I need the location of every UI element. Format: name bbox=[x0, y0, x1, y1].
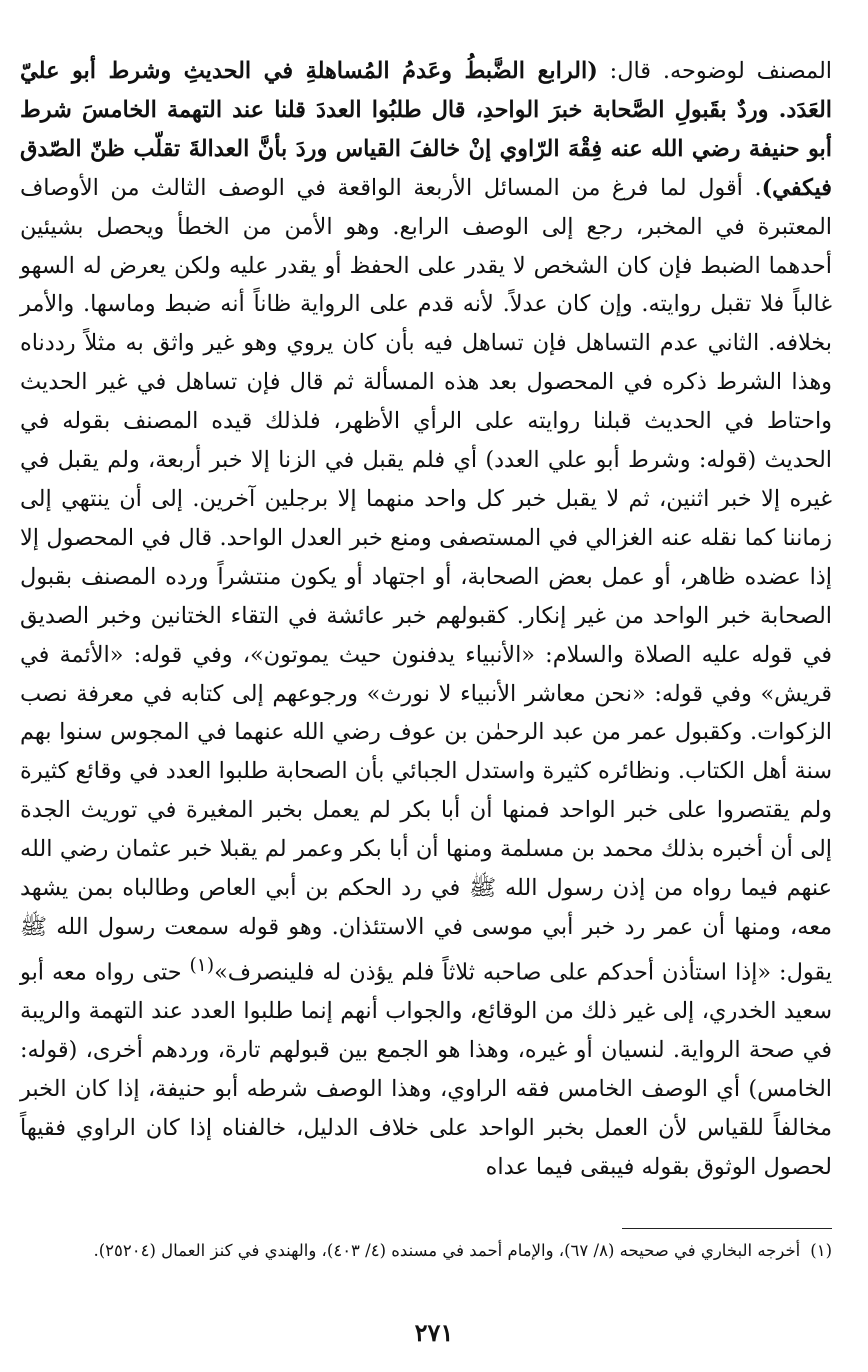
footnote-text: أخرجه البخاري في صحيحه (٨/ ٦٧)، والإمام أحمد في مسنده (٤/ ٤٠٣)، والهندي في كنز العمال (٢٥٢٠٤). bbox=[93, 1241, 801, 1260]
footnote-number: (١) bbox=[810, 1241, 832, 1260]
footnote-marker[interactable]: (١) bbox=[189, 954, 215, 976]
bold-quoted-rule: (الرابع الضَّبطُ وعَدمُ المُساهلةِ في الحديثِ وشرط أبو عليّ العَدَد. وردٌ بقَبولِ الصَّحابة خبرَ الواحدِ، قال طلبُوا العددَ قلنا عند التهمة الخامسَ شرط أبو حنيفة رضي الله عنه فِقْهَ الرّاوي إنْ خالفَ القياس وردَ بأنَّ العدالةَ تقلّب ظنّ الصّدق فيكفي) bbox=[20, 58, 832, 201]
intro-text: المصنف لوضوحه. قال: bbox=[597, 58, 832, 84]
page-number: ٢٧١ bbox=[414, 1318, 454, 1347]
footnote-divider bbox=[622, 1228, 832, 1229]
page-body bbox=[20, 52, 832, 1187]
footnote bbox=[20, 1236, 832, 1265]
commentary-continuation: حتى رواه معه أبو سعيد الخدري، إلى غير ذلك من الوقائع، والجواب أنهم إنما طلبوا العدد عند التهمة والريبة في صحة الرواية. لنسيان أو غيره، وهذا هو الجمع بين قبولهم تارة، وردهم أخرى، (قوله: الخامس) أي الوصف الخامس فقه الراوي، وهذا الوصف شرطه أبو حنيفة، إذا كان الخبر مخالفاً للقياس لأن العمل بخبر الواحد على خلاف الدليل، خالفناه إذا كان الراوي فقيهاً لحصول الوثوق بقوله فيبقى فيما عداه bbox=[20, 959, 832, 1180]
main-paragraph bbox=[20, 52, 832, 1187]
commentary-text: . أقول لما فرغ من المسائل الأربعة الواقعة في الوصف الثالث من الأوصاف المعتبرة في المخبر، رجع إلى الوصف الرابع. وهو الأمن من الخطأ ويحصل بشيئين أحدهما الضبط فإن كان الشخص لا يقدر على الحفظ أو يقدر عليه ولكن يعرض له السهو غالباً فلا تقبل روايته. وإن كان عدلاً. لأنه قدم على الرواية ظاناً أنه ضبط وماسها. والأمر بخلافه. الثاني عدم التساهل فإن تساهل فيه بأن كان يروي وهو غير واثق به مثلاً رددناه وهذا الشرط ذكره في المحصول بعد هذه المسألة ثم قال فإن تساهل في غير الحديث واحتاط في الحديث قبلنا روايته على الرأي الأظهر، فلذلك قيده المصنف بقوله في الحديث (قوله: وشرط أبو علي العدد) أي فلم يقبل في الزنا إلا خبر أربعة، ولم يقبل في غيره إلا خبر اثنين، ثم لا يقبل خبر كل واحد منهما إلا برجلين آخرين. إلى أن ينتهي إلى زماننا كما نقله عنه الغزالي في المستصفى ومنع خبر العدل الواحد. قال في المحصول إلا إذا عضده ظاهر، أو عمل بعض الصحابة، أو اجتهاد أو يكون منتشراً ورده المصنف بقبول الصحابة خبر الواحد من غير إنكار. كقبولهم خبر عائشة في التقاء الختانين وخبر الصديق في قوله عليه الصلاة والسلام: «الأنبياء يدفنون حيث يموتون»، وفي قوله: «الأئمة في قريش» وفي قوله: «نحن معاشر الأنبياء لا نورث» ورجوعهم إلى كتابه في معرفة نصب الزكوات. وكقبول عمر من عبد الرحمٰن بن عوف رضي الله عنهما في المجوس سنوا بهم سنة أهل الكتاب. ونظائره كثيرة واستدل الجبائي بأن الصحابة طلبوا العدد في وقائع كثيرة ولم يقتصروا على خبر الواحد فمنها أن أبا بكر لم يعمل بخبر المغيرة في توريث الجدة إلى أن أخبره بذلك محمد بن مسلمة ومنها أن أبا بكر وعمر لم يقبلا خبر عثمان رضي الله عنهم فيما رواه من إذن رسول الله ﷺ في رد الحكم بن أبي العاص وطالباه بمن يشهد معه، ومنها أن عمر رد خبر أبي موسى في الاستئذان. وهو قوله سمعت رسول الله ﷺ يقول: «إذا استأذن أحدكم على صاحبه ثلاثاً فلم يؤذن له فلينصرف» bbox=[20, 174, 832, 986]
